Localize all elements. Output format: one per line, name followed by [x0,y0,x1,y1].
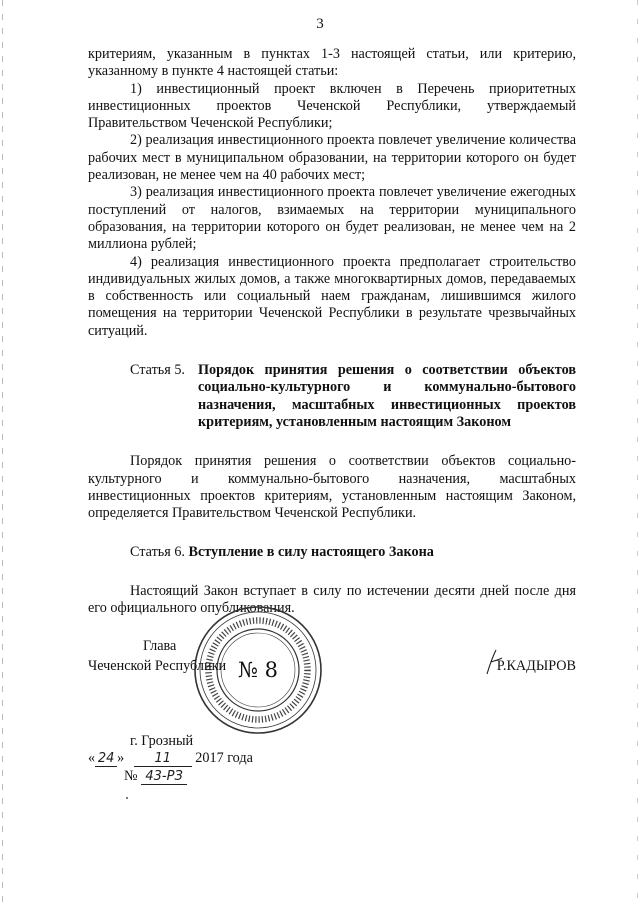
seal-number: № 8 [238,658,278,682]
article-6-heading [88,544,576,561]
page-number: 3 [316,16,324,32]
date-day: 24 [95,751,117,767]
scan-edge-right [637,0,638,905]
date-month: 11 [134,751,192,767]
list-item-3: 3) реализация инвестиционного проекта повлечет увеличение ежегодных поступлений от налогов, взимаемых на территории муниципального образования, на территории которого он будет реализован, не менее чем на 2 миллиона рублей; [88,184,576,253]
law-number-value: 43-РЗ [141,769,187,785]
signing-date: « 24 » 11 2017 года [88,750,253,766]
signer-name: Р.КАДЫРОВ [496,658,576,674]
article-5-heading [88,362,576,431]
signer-region: Чеченской Республики [88,658,227,674]
law-number: № 43-РЗ [124,768,187,785]
scan-edge-left [2,0,3,905]
scan-speck [126,797,128,799]
article-5-title: Порядок принятия решения о соответствии объектов социально-культурного и коммунально-бытового назначения, масштабных инвестиционных проектов критериям, установленным настоящим Законом [198,362,576,430]
article-5-body: Порядок принятия решения о соответствии объектов социально-культурного и коммунально-бытового назначения, масштабных инвестиционных проектов критериям, установленным настоящим Законом, определяется Правительством Чеченской Республики. [88,453,576,522]
paragraph-intro: критериям, указанным в пунктах 1-3 настоящей статьи, или критерию, указанному в пункте 4 настоящей статьи: [88,46,576,80]
article-6-number: Статья 6. [130,544,185,561]
date-year: 2017 года [195,750,253,766]
list-item-2: 2) реализация инвестиционного проекта повлечет увеличение количества рабочих мест в муниципальном образовании, на территории которого он будет реализован, не менее чем на 40 рабочих мест; [88,132,576,184]
document-body [88,46,576,617]
article-6-body: Настоящий Закон вступает в силу по истечении десяти дней после дня его официального опубликования. [88,582,576,617]
article-6-title: Вступление в силу настоящего Закона [188,544,434,561]
signer-position: Глава [143,638,177,654]
place-of-signing: г. Грозный [130,733,194,749]
article-5-number: Статья 5. [130,362,185,379]
list-item-4: 4) реализация инвестиционного проекта предполагает строительство индивидуальных жилых домов, а также многоквартирных домов, передаваемых в собственность или социальный наем гражданам, лишившимся жилого помещения на территории Чеченской Республики в результате чрезвычайных ситуаций. [88,253,576,339]
list-item-1: 1) инвестиционный проект включен в Перечень приоритетных инвестиционных проектов Чеченской Республики, утверждаемый Правительством Чеченской Республики; [88,80,576,132]
